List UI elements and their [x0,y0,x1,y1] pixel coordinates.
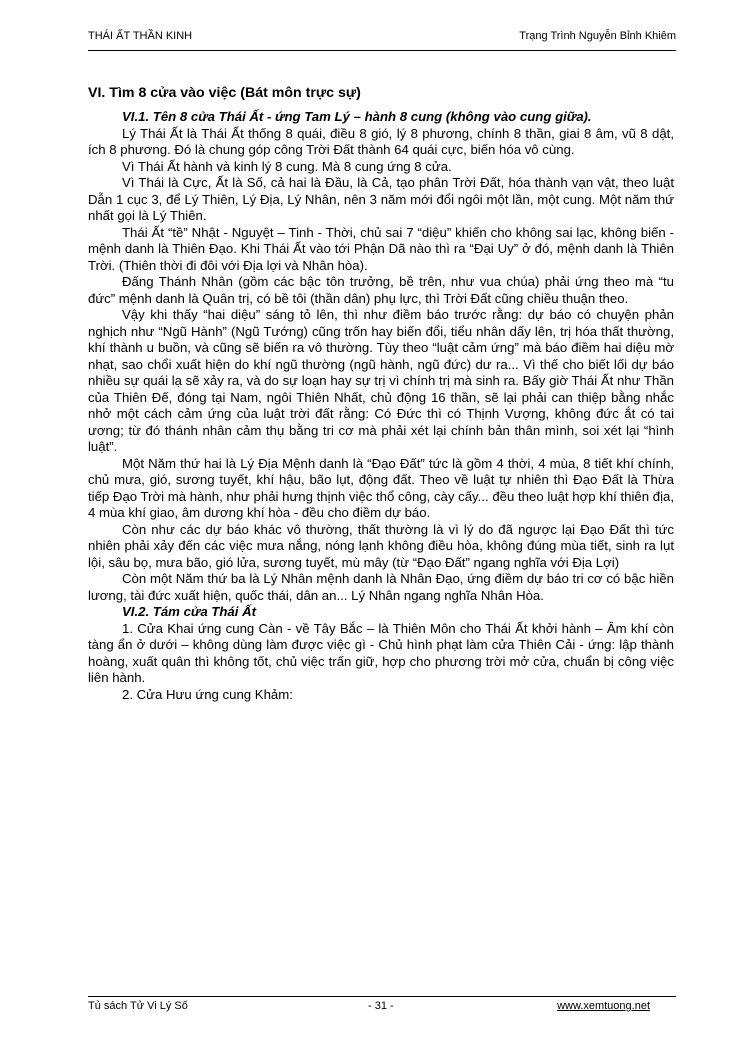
header-author: Trạng Trình Nguyễn Bỉnh Khiêm [519,30,676,42]
paragraph: 1. Cửa Khai ứng cung Càn - về Tây Bắc – là Thiên Môn cho Thái Ất khởi hành – Âm khí còn tàng ẩn ở dưới – không dùng làm được việc gì - Chủ hình phạt làm cửa Thiên Cải - ứng: lập thành hoàng, xuất quân thì không tốt, chủ việc trấn giữ, hợp cho phương trời mở cửa, chuẩn bị công việc liên hành. [88,620,674,685]
paragraph: Vì Thái Ất hành và kinh lý 8 cung. Mà 8 cung ứng 8 cửa. [122,158,452,174]
page-footer [88,1000,676,1016]
subsection-1-title: VI.1. Tên 8 cửa Thái Ất - ứng Tam Lý – hành 8 cung (không vào cung giữa). [122,109,592,124]
footer-divider [88,996,676,997]
paragraph: Thái Ất “tề” Nhật - Nguyệt – Tinh - Thời, chủ sai 7 “diệu” khiến cho không sai lạc, không biến - mệnh danh là Thiên Đạo. Khi Thái Ất vào tới Phận Dã nào thì ra “Đại Uy” ở đó, mệnh danh là Thiên Trời. (Thiên thời đi đôi với Địa lợi và Nhân hòa). [88,224,674,273]
paragraph: Đấng Thánh Nhân (gồm các bậc tôn trưởng, bề trên, như vua chúa) phải ứng theo mà “tu đức” mệnh danh là Quân trị, có bề tôi (thần dân) phụ lực, thì Trời Đất cũng chiều thuận theo. [88,274,674,306]
paragraph: Một Năm thứ hai là Lý Địa Mệnh danh là “Đạo Đất” tức là gồm 4 thời, 4 mùa, 8 tiết khí chính, chủ mưa, gió, sương tuyết, khí hậu, bão lụt, động đất. Theo về luật tự nhiên thì Đạo Đất là Thừa tiếp Đạo Trời mà hành, như phải hưng thịnh việc thổ công, cày cấy... đều theo luật hợp khí thiên địa, 4 mùa khí giao, âm dương khí hòa - đều cho điềm dự báo. [88,455,675,520]
page-header [88,30,676,50]
subsection-2-title: VI.2. Tám cửa Thái Ất [122,604,256,619]
footer-website-link[interactable]: www.xemtuong.net [557,1000,650,1012]
paragraph: Còn như các dự báo khác vô thường, thất thường là vì lý do đã ngược lại Đạo Đất thì tức nhiên phải xảy đến các việc mưa nắng, nóng lạnh không điều hòa, không đúng mùa tiết, sinh ra lụt lội, sâu bọ, mưa bão, gió lửa, sương tuyết, mù mây (từ “Đạo Đất” ngang nghĩa với Địa Lợi) [88,521,674,570]
paragraph: Vậy khi thấy “hai diệu” sáng tỏ lên, thì như điềm báo trước rằng: dự báo có chuyện phản nghịch như “Ngũ Hành” (Ngũ Tướng) cũng trốn hay biến đổi, tiểu nhân dấy lên, trị hóa thất thường, khí thành u buồn, và cũng sẽ biến ra vô thường. Tùy theo “luật cảm ứng” mà báo điềm hai diệu mờ nhạt, sao chổi xuất hiện do khí ngũ thường (ngũ hành, ngũ đức) dư ra... Vì thế cho biết lối dự báo nhiều sự quái lạ sẽ xảy ra, và do sự loạn hay sự trị vì chính trị mà sinh ra. Bấy giờ Thái Ất như Thần của Thiên Đế, đóng tại Nam, ngôi Thiên Nhất, chủ động 16 thần, sẽ lại phải can thiệp bằng nhắc nhở một cách cảm ứng của luật trời đất rằng: Có Đức thì có Thịnh Vượng, không đức ắt có tai ương; từ đó thánh nhân cảm thụ bằng tri cơ mà phải xét lại chính bản thân mình, soi xét lại “hình luật”. [88,307,674,454]
page-body [88,84,674,703]
header-divider [88,50,676,51]
footer-series: Tủ sách Tử Vi Lý Số [88,1000,188,1012]
paragraph: Còn một Năm thứ ba là Lý Nhân mệnh danh là Nhân Đạo, ứng điềm dự báo tri cơ có bậc hiền lương, tài đức xuất hiện, quốc thái, dân an... Lý Nhân ngang nghĩa Nhân Hòa. [88,571,674,603]
header-book-title: THÁI ẤT THẦN KINH [88,30,193,42]
paragraph: Lý Thái Ất là Thái Ất thống 8 quái, điều 8 gió, lý 8 phương, chính 8 thần, giai 8 âm, vũ 8 dật, ích 8 phương. Đó là chung góp công Trời Đất thành 64 quái cực, biến hóa vô cùng. [88,125,674,157]
section-title: VI. Tìm 8 cửa vào việc (Bát môn trực sự) [88,85,361,101]
paragraph: Vì Thái là Cực, Ất là Số, cả hai là Đầu, là Cả, tạo phân Trời Đất, hóa thành vạn vật, theo luật Dẫn 1 cục 3, để Lý Thiên, Lý Địa, Lý Nhân, nên 3 năm mới đổi ngôi một lần, một cung. Một năm thứ nhất gọi là Lý Thiên. [88,175,674,223]
paragraph: 2. Cửa Hưu ứng cung Khảm: [122,686,293,702]
page-number: - 31 - [368,1000,394,1012]
